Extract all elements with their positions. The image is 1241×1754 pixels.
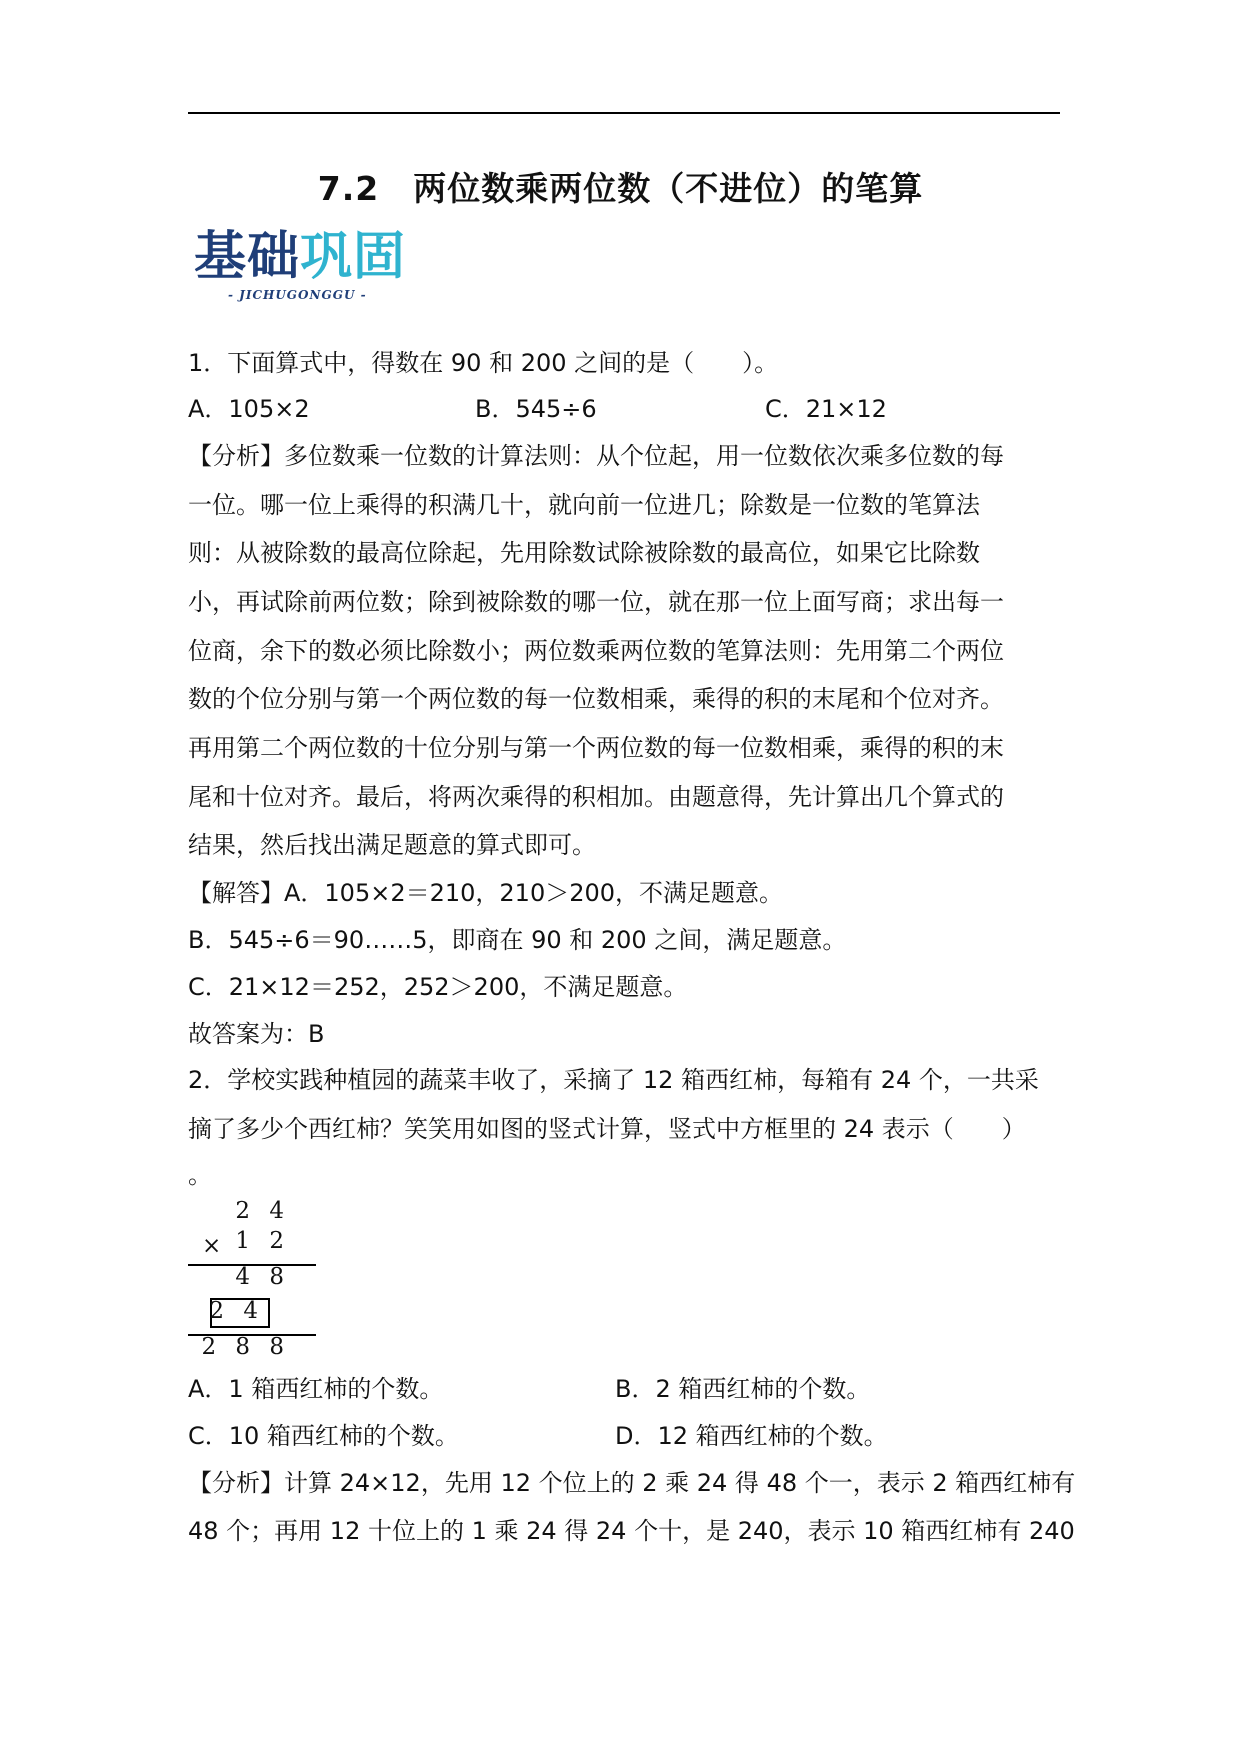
q1-stem: 1．下面算式中，得数在 90 和 200 之间的是（ ）。 <box>188 349 779 377</box>
q1-answer-line: B．545÷6＝90……5，即商在 90 和 200 之间，满足题意。 <box>188 926 847 954</box>
q1-analysis-line: 再用第二个两位数的十位分别与第一个两位数的每一位数相乘，乘得的积的末 <box>188 734 1004 762</box>
vertical-multiplication <box>188 1198 318 1368</box>
badge-title <box>194 228 406 286</box>
q2-stem-line: 2．学校实践种植园的蔬菜丰收了，采摘了 12 箱西红柿，每箱有 24 个，一共采 <box>188 1066 1039 1094</box>
q1-answer-line: C．21×12＝252，252＞200，不满足题意。 <box>188 973 688 1001</box>
q2-stem-line: 摘了多少个西红柿？笑笑用如图的竖式计算，竖式中方框里的 24 表示（ ） <box>188 1115 1026 1143</box>
q1-analysis-line: 【分析】多位数乘一位数的计算法则：从个位起，用一位数依次乘多位数的每 <box>188 442 1004 470</box>
q2-option-b: B．2 箱西红柿的个数。 <box>615 1375 871 1403</box>
q2-analysis-line: 48 个；再用 12 十位上的 1 乘 24 得 24 个十，是 240，表示 10 箱西红柿有 240 <box>188 1517 1075 1545</box>
q1-analysis-line: 尾和十位对齐。最后，将两次乘得的积相加。由题意得，先计算出几个算式的 <box>188 783 1004 811</box>
q1-final-answer: 故答案为：B <box>188 1020 325 1048</box>
q2-option-a: A．1 箱西红柿的个数。 <box>188 1375 444 1403</box>
section-badge <box>194 228 414 304</box>
calc-partial-product-1: 4 8 <box>235 1264 290 1290</box>
q1-option-c: C．21×12 <box>765 395 887 423</box>
q1-analysis-line: 则：从被除数的最高位除起，先用除数试除被除数的最高位，如果它比除数 <box>188 539 980 567</box>
multiply-sign: × <box>202 1233 222 1259</box>
q2-option-d: D．12 箱西红柿的个数。 <box>615 1422 888 1450</box>
q1-analysis-line: 位商，余下的数必须比除数小；两位数乘两位数的笔算法则：先用第二个两位 <box>188 637 1004 665</box>
calc-result: 2 8 8 <box>201 1334 290 1360</box>
header-rule <box>188 112 1060 114</box>
q1-option-b: B．545÷6 <box>475 395 597 423</box>
badge-subtitle: - JICHUGONGGU - <box>228 288 367 302</box>
q2-stem-line: 。 <box>188 1161 212 1189</box>
q1-answer-line: 【解答】A．105×2＝210，210＞200，不满足题意。 <box>188 879 784 907</box>
badge-title-light: 巩固 <box>300 227 407 287</box>
q1-option-a: A．105×2 <box>188 395 310 423</box>
q1-analysis-line: 数的个位分别与第一个两位数的每一位数相乘，乘得的积的末尾和个位对齐。 <box>188 685 1004 713</box>
q2-option-c: C．10 箱西红柿的个数。 <box>188 1422 459 1450</box>
calc-multiplicand: 2 4 <box>235 1198 290 1224</box>
q2-analysis-line: 【分析】计算 24×12，先用 12 个位上的 2 乘 24 得 48 个一，表示 2 箱西红柿有 <box>188 1469 1076 1497</box>
badge-title-dark: 基础 <box>194 227 301 287</box>
calc-partial-product-2: 2 4 <box>209 1298 264 1324</box>
q1-analysis-line: 结果，然后找出满足题意的算式即可。 <box>188 831 596 859</box>
q1-analysis-line: 一位。哪一位上乘得的积满几十，就向前一位进几；除数是一位数的笔算法 <box>188 491 980 519</box>
calc-multiplier: 1 2 <box>235 1228 290 1254</box>
page-title: 7.2 两位数乘两位数（不进位）的笔算 <box>317 169 924 208</box>
q1-analysis-line: 小，再试除前两位数；除到被除数的哪一位，就在那一位上面写商；求出每一 <box>188 588 1004 616</box>
